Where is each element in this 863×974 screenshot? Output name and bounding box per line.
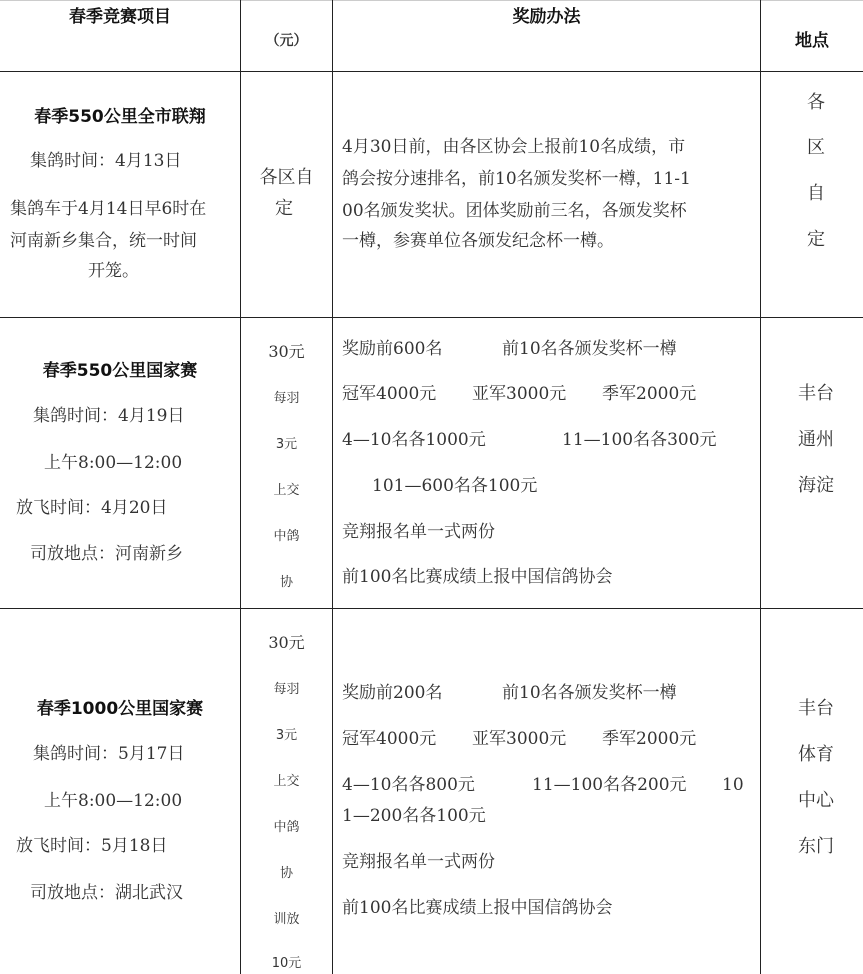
header-award: 奖励办法 [512,7,581,27]
row2-location-3: 海淀 [798,475,834,496]
row3-collect-time: 集鸽时间：5月17日 [33,744,185,764]
row3-award-101-start: 10 [722,775,744,795]
row3-location-1: 丰台 [798,698,834,719]
row2-release-place: 司放地点：河南新乡 [30,544,183,564]
row3-award-second: 亚军3000元 [472,729,567,749]
row3-award-top10: 前10名各颁发奖杯一樽 [502,683,677,703]
header-location: 地点 [795,31,829,51]
row2-fee-3: 3元 [275,437,298,452]
row2-award-report: 前100名比赛成绩上报中国信鸽协会 [342,567,613,587]
row2-award-11-100: 11—100名各300元 [562,430,717,450]
header-fee: （元） [265,33,308,49]
row3-fee-1: 30元 [268,633,305,652]
row2-award-top10: 前10名各颁发奖杯一樽 [502,339,677,359]
row1-award-2: 鸽会按分速排名，前10名颁发奖杯一樽，11-1 [342,169,691,189]
row2-fee-6: 协 [279,575,293,590]
row2-award-4-10: 4—10名各1000元 [342,430,486,450]
row1-title: 春季550公里全市联翔 [34,107,206,127]
row3-fee-7: 训放 [273,912,300,927]
row3-award-limit: 奖励前200名 [342,683,443,703]
row3-fee-4: 上交 [273,774,300,789]
row2-award-101-600: 101—600名各100元 [372,476,538,496]
row2-title: 春季550公里国家赛 [42,361,198,381]
table-border-top [0,0,863,1]
table-divider-h2 [0,317,863,318]
row1-location-2: 区 [807,137,825,158]
row3-award-4-10: 4—10名各800元 [342,775,475,795]
row3-award-form: 竞翔报名单一式两份 [342,852,495,872]
row1-line3: 河南新乡集合，统一时间 [10,231,197,251]
row2-award-third: 季军2000元 [602,384,697,404]
row1-award-3: 00名颁发奖状。团体奖励前三名，各颁发奖杯 [342,201,687,221]
row3-fee-2: 每羽 [273,682,300,697]
row3-fee-3: 3元 [275,728,298,743]
row3-release-time: 放飞时间：5月18日 [16,836,168,856]
row2-fee-1: 30元 [268,342,305,361]
row3-award-101-200: 1—200名各100元 [342,806,486,826]
row3-fee-6: 协 [279,866,293,881]
row1-line2: 集鸽车于4月14日早6时在 [10,199,207,219]
row2-release-time: 放飞时间：4月20日 [16,498,168,518]
row1-collect-time: 集鸽时间：4月13日 [30,151,182,171]
row3-location-4: 东门 [798,836,834,857]
row1-award-1: 4月30日前，由各区协会上报前10名成绩，市 [342,137,686,157]
row3-release-place: 司放地点：湖北武汉 [30,883,183,903]
row1-fee-1: 各区自 [259,167,314,188]
row3-award-champion: 冠军4000元 [342,729,437,749]
row1-award-4: 一樽，参赛单位各颁发纪念杯一樽。 [342,231,614,251]
row3-award-third: 季军2000元 [602,729,697,749]
row2-location-1: 丰台 [798,383,834,404]
table-divider-h3 [0,608,863,609]
row3-collect-hours: 上午8:00—12:00 [44,791,183,811]
row2-award-second: 亚军3000元 [472,384,567,404]
row3-location-3: 中心 [798,790,834,811]
row2-fee-2: 每羽 [273,391,300,406]
row3-fee-5: 中鸽 [273,820,300,835]
row1-fee-2: 定 [275,198,293,219]
row3-fee-8: 10元 [271,956,302,971]
row2-fee-5: 中鸽 [273,529,300,544]
row1-location-1: 各 [807,92,825,113]
row3-award-11-100: 11—100名各200元 [532,775,687,795]
row2-award-champion: 冠军4000元 [342,384,437,404]
row1-location-3: 自 [807,183,825,204]
row2-fee-4: 上交 [273,483,300,498]
row3-location-2: 体育 [798,744,834,765]
header-event: 春季竞赛项目 [69,7,171,27]
row2-location-2: 通州 [798,429,834,450]
table-divider-h1 [0,71,863,72]
row1-line4: 开笼。 [88,261,139,281]
row2-collect-time: 集鸽时间：4月19日 [33,406,185,426]
row3-title: 春季1000公里国家赛 [36,699,204,719]
row2-award-form: 竞翔报名单一式两份 [342,522,495,542]
row3-award-report: 前100名比赛成绩上报中国信鸽协会 [342,898,613,918]
row1-location-4: 定 [807,229,825,250]
row2-collect-hours: 上午8:00—12:00 [44,453,183,473]
row2-award-limit: 奖励前600名 [342,339,443,359]
